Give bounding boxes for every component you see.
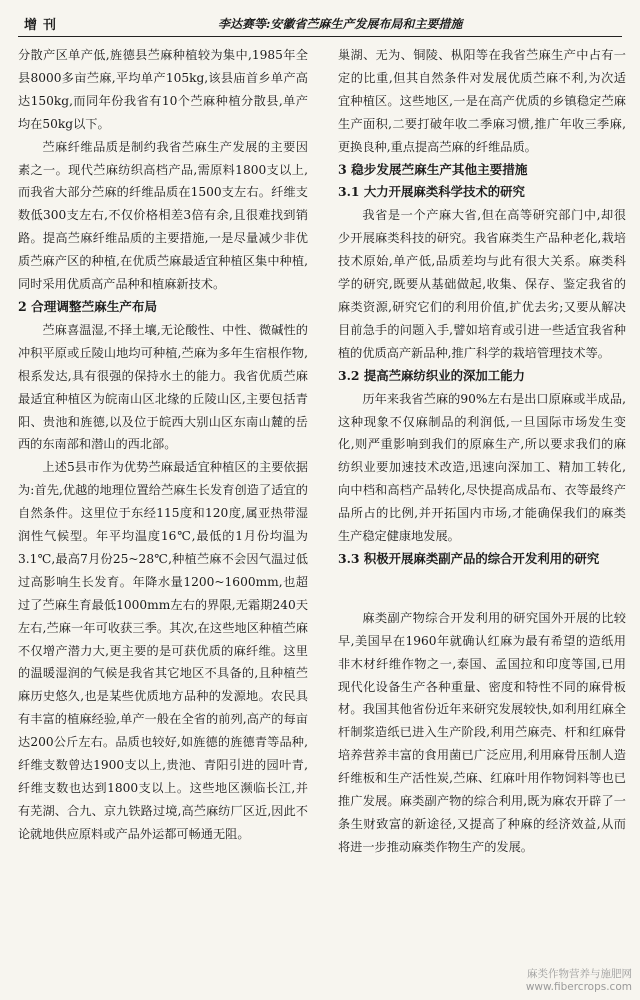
paragraph: 我省是一个产麻大省,但在高等研究部门中,却很少开展麻类科技的研究。我省麻类生产品种老化,栽培技术原始,单产低,品质差均与此有很大关系。麻类科学的研究,既要从基础做起,收集、保存、鉴定我省的麻类资源,研究它们的利用价值,扩优去劣;又要从解决目前急手的问题入手,譬如培育或引进一些适宜我省种植的优质高产新品种,推广科学的栽培管理技术等。 <box>338 208 626 360</box>
right-column <box>338 44 626 859</box>
issue-label: 增刊 <box>24 18 63 33</box>
paragraph: 苎麻喜温湿,不择土壤,无论酸性、中性、微碱性的冲积平原或丘陵山地均可种植,苎麻为多年生宿根作物,根系发达,具有很强的保持水土的能力。我省优质苎麻最适宜种植区为皖南山区北缘的丘陵山区,主要包括青阳、贵池和旌德,以及位于皖西大别山区东南山麓的岳西的东南部和潜山的西北部。 <box>18 322 308 452</box>
spacer <box>338 571 626 607</box>
site-watermark <box>526 968 632 994</box>
subsection-heading: 3.1 大力开展麻类科学技术的研究 <box>338 184 525 200</box>
paragraph: 麻类副产物综合开发利用的研究国外开展的比较早,美国早在1960年就确认红麻为最有希望的造纸用非木材纤维作物之一,泰国、孟国拉和印度等国,已用现代化设备生产各种重量、密度和特性不同的麻骨板材。我国其他省份近年来研究发展较快,如利用红麻全杆制浆造纸已进入生产阶段,利用苎麻壳、杆和红麻骨培养营养丰富的食用菌已广泛应用,利用麻骨压制人造纤维板和生产活性炭,苎麻、红麻叶用作物饲料等也已推广发展。麻类副产物的综合利用,既为麻农开辟了一条生财致富的新途径,又提高了种麻的经济效益,从而将进一步推动麻类作物生产的发展。 <box>338 610 626 854</box>
paragraph: 分散产区单产低,旌德县苎麻种植较为集中,1985年全县8000多亩苎麻,平均单产105kg,该县庙首乡单产高达150kg,而同年份我省有10个苎麻种植分散县,单产均在50kg以下。 <box>18 48 308 131</box>
running-title: 李达赛等:安徽省苎麻生产发展布局和主要措施 <box>218 17 463 31</box>
subsection-heading: 3.2 提高苎麻纺织业的深加工能力 <box>338 367 525 383</box>
paragraph: 巢湖、无为、铜陵、枞阳等在我省苎麻生产中占有一定的比重,但其自然条件对发展优质苎麻不利,为次适宜种植区。这些地区,一是在高产优质的乡镇稳定苎麻生产面积,二要打破年收二季麻习惯,推广年收三季麻,更换良种,重点提高苎麻的纤维品质。 <box>338 48 626 154</box>
left-column <box>18 44 308 846</box>
paragraph: 上述5县市作为优势苎麻最适宜种植区的主要依据为:首先,优越的地理位置给苎麻生长发育创造了适宜的自然条件。这里位于东经115度和120度,属亚热带湿润性气候型。年平均温度16℃,最低的1月份均温为3.1℃,最高7月份25~28℃,种植苎麻不会因气温过低过高影响生长发育。年降水量1200~1600mm,也超过了苎麻生育最低1000mm左右的界限,无霜期240天左右,苎麻一年可收获三季。其次,在这些地区种植苎麻不仅增产潜力大,更主要的是可获优质的麻纤维。这里的温暖湿润的气候是我省其它地区不具备的,且种植苎麻历史悠久,也是某些优质地方品种的发源地。农民具有丰富的植麻经验,单产一般在全省的前列,高产的每亩达200公斤左右。品质也较好,如旌德的旌德青等品种,纤维支数曾达1900支以上,贵池、青阳引进的园叶青,纤维支数也达到1800支以上。这些地区濒临长江,并有芜湖、合九、京九铁路过境,高苎麻纺厂区近,因此不论就地供应原料或产品外运都可畅通无阻。 <box>18 460 308 841</box>
section-heading: 3 稳步发展苎麻生产其他主要措施 <box>338 161 528 177</box>
paragraph: 历年来我省苎麻的90%左右是出口原麻或半成品,这种现象不仅麻制品的利润低,一旦国际市场发生变化,则严重影响到我们的原麻生产,所以要求我们的麻纺织业要加速技术改造,迅速向深加工、精加工转化,向中档和高档产品转化,尽快提高成品布、衣等最终产品所占的比例,并开拓国内市场,才能确保我们的麻类生产稳定健康地发展。 <box>338 391 626 544</box>
watermark-url: www.fibercrops.com <box>525 981 632 993</box>
watermark-title: 麻类作物营养与施肥网 <box>527 968 632 980</box>
page-header <box>18 8 622 37</box>
section-heading: 2 合理调整苎麻生产布局 <box>18 298 158 314</box>
paragraph: 苎麻纤维品质是制约我省苎麻生产发展的主要因素之一。现代苎麻纺织高档产品,需原料1800支以上,而我省大部分苎麻的纤维品质在1500支左右。纤维支数低300支左右,不仅价格相差3倍有余,且很难找到销路。提高苎麻纤维品质的主要措施,一是尽量减少非优质苎麻产区的种植,在优质苎麻最适宜种植区集中种植,同时采用优质高产品种和植麻新技术。 <box>18 139 308 292</box>
subsection-heading: 3.3 积极开展麻类副产品的综合开发利用的研究 <box>338 550 600 566</box>
